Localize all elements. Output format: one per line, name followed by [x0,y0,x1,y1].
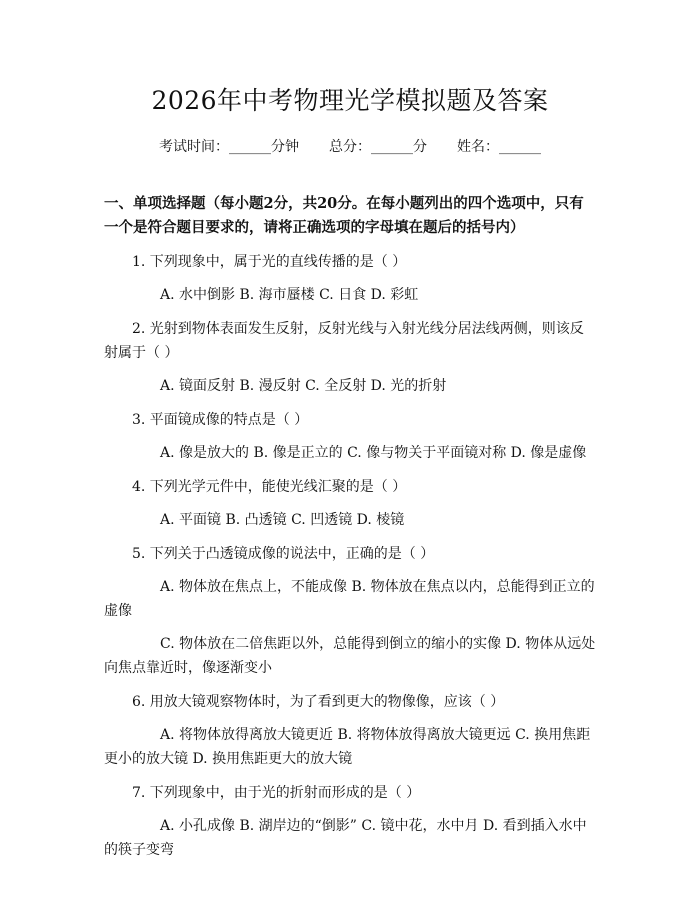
page-title: 2026年中考物理光学模拟题及答案 [151,86,549,115]
student-name-field: 姓名：______ [457,139,541,155]
question-2 [104,317,596,398]
question-options: A. 平面镜 B. 凸透镜 C. 凹透镜 D. 棱镜 [160,512,405,528]
question-3 [104,408,596,465]
question-stem: 7. 下列现象中，由于光的折射而形成的是（ ） [132,785,421,801]
question-options: A. 物体放在焦点上，不能成像 B. 物体放在焦点以内，总能得到正立的虚像 [104,579,595,619]
exam-meta [104,136,596,158]
question-stem: 1. 下列现象中，属于光的直线传播的是（ ） [132,254,407,270]
question-5 [104,542,596,680]
question-stem: 3. 平面镜成像的特点是（ ） [132,412,309,428]
question-4 [104,475,596,532]
question-1 [104,250,596,307]
total-score-field: 总分：______分 [329,139,427,155]
question-options: A. 像是放大的 B. 像是正立的 C. 像与物关于平面镜对称 D. 像是虚像 [160,445,587,461]
question-stem: 6. 用放大镜观察物体时，为了看到更大的物像像，应该（ ） [132,694,505,710]
question-options: A. 水中倒影 B. 海市蜃楼 C. 日食 D. 彩虹 [160,287,419,303]
exam-time-field: 考试时间：______分钟 [159,139,299,155]
section-heading: 一、单项选择题（每小题2分，共20分。在每小题列出的四个选项中，只有一个是符合题目要求的，请将正确选项的字母填在题后的括号内） [104,195,584,236]
question-stem: 5. 下列关于凸透镜成像的说法中，正确的是（ ） [132,546,435,562]
question-options: A. 镜面反射 B. 漫反射 C. 全反射 D. 光的折射 [160,378,447,394]
question-stem: 2. 光射到物体表面发生反射，反射光线与入射光线分居法线两侧，则该反射属于（ ） [104,321,584,361]
question-6 [104,690,596,771]
question-stem: 4. 下列光学元件中，能使光线汇聚的是（ ） [132,479,407,495]
question-options: A. 将物体放得离放大镜更近 B. 将物体放得离放大镜更远 C. 换用焦距更小的放大镜 D. 换用焦距更大的放大镜 [104,727,591,767]
question-options: C. 物体放在二倍焦距以外，总能得到倒立的缩小的实像 D. 物体从远处向焦点靠近时，像逐渐变小 [104,636,596,676]
question-options: A. 小孔成像 B. 湖岸边的“倒影” C. 镜中花，水中月 D. 看到插入水中的筷子变弯 [104,818,587,858]
question-7 [104,781,596,862]
